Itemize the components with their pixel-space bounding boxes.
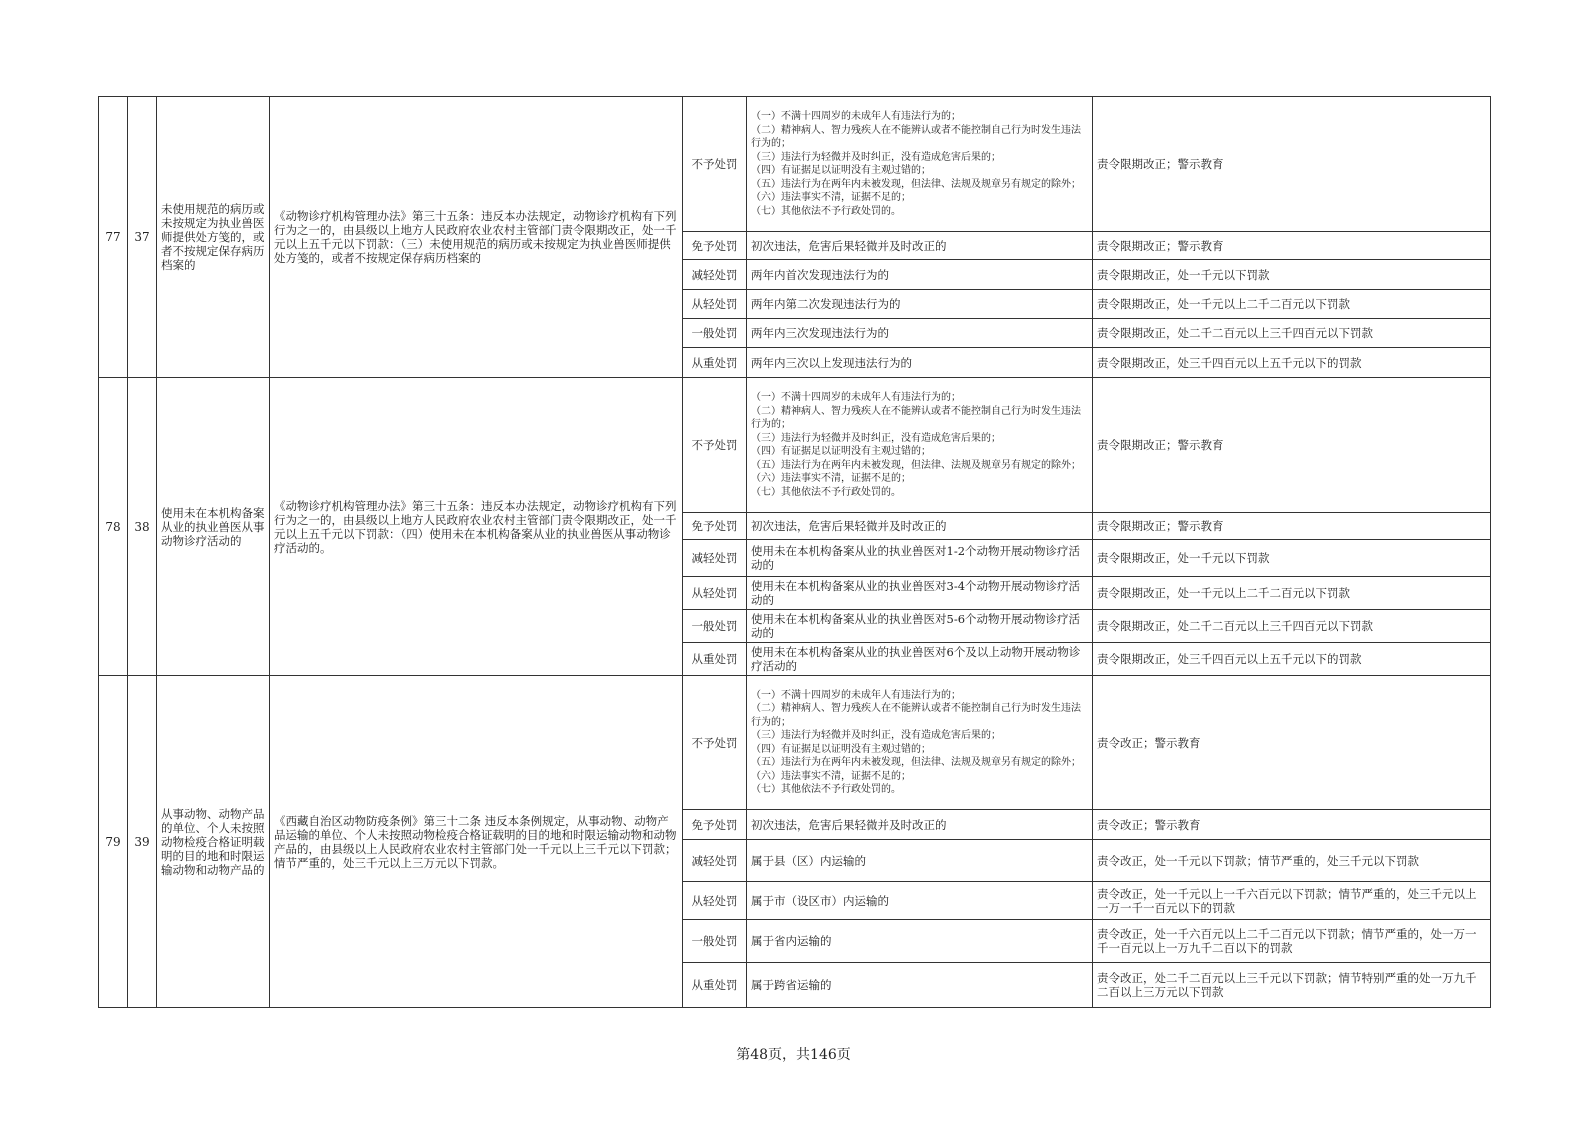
penalty-condition [747, 378, 1093, 513]
penalty-condition [747, 676, 1093, 810]
exempt-condition-item: （一）不满十四周岁的未成年人有违法行为的； [751, 689, 961, 701]
exempt-condition-item: （四）有证据足以证明没有主观过错的； [751, 165, 931, 176]
footer-middle: 页，共 [768, 1047, 811, 1063]
penalty-measure: 责令限期改正，处一千元以下罚款 [1093, 540, 1491, 577]
exempt-condition-item: （五）违法行为在两年内未被发现，但法律、法规及规章另有规定的除外； [751, 757, 1081, 768]
exempt-condition-item: （五）违法行为在两年内未被发现，但法律、法规及规章另有规定的除外； [751, 178, 1081, 190]
penalty-condition: 使用未在本机构备案从业的执业兽医对3-4个动物开展动物诊疗活动的 [747, 577, 1093, 610]
item-number: 38 [128, 378, 157, 676]
penalty-type: 一般处罚 [683, 920, 747, 963]
penalty-measure: 责令限期改正，处一千元以上二千二百元以下罚款 [1093, 577, 1491, 610]
penalty-type: 不予处罚 [683, 97, 747, 232]
penalty-type: 免予处罚 [683, 513, 747, 540]
exempt-condition-item: （一）不满十四周岁的未成年人有违法行为的； [751, 111, 961, 122]
penalty-measure: 责令改正；警示教育 [1093, 676, 1491, 810]
penalty-condition: 使用未在本机构备案从业的执业兽医对6个及以上动物开展动物诊疗活动的 [747, 643, 1093, 676]
penalty-measure: 责令改正，处一千六百元以上二千二百元以下罚款；情节严重的，处一万一千一百元以上一万九千二百以下的罚款 [1093, 920, 1491, 963]
exempt-condition-item: （三）违法行为轻微并及时纠正，没有造成危害后果的； [751, 151, 1001, 163]
penalty-measure: 责令改正，处二千二百元以上三千元以下罚款；情节特别严重的处一万九千二百以上三万元以下罚款 [1093, 963, 1491, 1008]
penalty-type: 不予处罚 [683, 378, 747, 513]
penalty-condition: 属于省内运输的 [747, 920, 1093, 963]
item-number: 37 [128, 97, 157, 378]
violation-name: 使用未在本机构备案从业的执业兽医从事动物诊疗活动的 [157, 378, 270, 676]
penalty-type: 不予处罚 [683, 676, 747, 810]
penalty-type: 从重处罚 [683, 348, 747, 378]
penalty-measure: 责令改正；警示教育 [1093, 810, 1491, 840]
penalty-condition: 初次违法，危害后果轻微并及时改正的 [747, 513, 1093, 540]
penalty-table-body [99, 97, 1491, 1008]
penalty-measure: 责令改正，处一千元以上一千六百元以下罚款；情节严重的，处三千元以上一万一千一百元以下的罚款 [1093, 882, 1491, 920]
penalty-type: 从重处罚 [683, 643, 747, 676]
exempt-condition-item: （七）其他依法不予行政处罚的。 [751, 486, 901, 498]
legal-basis: 《动物诊疗机构管理办法》第三十五条：违反本办法规定，动物诊疗机构有下列行为之一的，由县级以上地方人民政府农业农村主管部门责令限期改正，处一千元以上五千元以下罚款：（三）未使用规范的病历或未按规定为执业兽医师提供处方笺的，或者不按规定保存病历档案的 [270, 97, 683, 378]
exempt-condition-item: （三）违法行为轻微并及时纠正，没有造成危害后果的； [751, 432, 1001, 444]
penalty-condition: 两年内首次发现违法行为的 [747, 260, 1093, 290]
penalty-measure: 责令限期改正；警示教育 [1093, 513, 1491, 540]
penalty-type: 免予处罚 [683, 810, 747, 840]
exempt-condition-item: （一）不满十四周岁的未成年人有违法行为的； [751, 392, 961, 403]
penalty-measure: 责令限期改正；警示教育 [1093, 97, 1491, 232]
penalty-type: 一般处罚 [683, 610, 747, 643]
exempt-condition-item: （七）其他依法不予行政处罚的。 [751, 784, 901, 795]
table-row [99, 378, 1491, 513]
exempt-condition-item: （四）有证据足以证明没有主观过错的； [751, 743, 931, 755]
penalty-type: 从重处罚 [683, 963, 747, 1008]
row-number: 77 [99, 97, 128, 378]
table-row [99, 676, 1491, 810]
footer-prefix: 第 [736, 1047, 751, 1063]
item-number: 39 [128, 676, 157, 1008]
page-footer [0, 1044, 1587, 1064]
penalty-condition: 使用未在本机构备案从业的执业兽医对5-6个动物开展动物诊疗活动的 [747, 610, 1093, 643]
penalty-table [98, 96, 1491, 1008]
legal-basis: 《动物诊疗机构管理办法》第三十五条：违反本办法规定，动物诊疗机构有下列行为之一的，由县级以上地方人民政府农业农村主管部门责令限期改正，处一千元以上五千元以下罚款：（四）使用未在本机构备案从业的执业兽医从事动物诊疗活动的。 [270, 378, 683, 676]
page-total: 146 [810, 1047, 837, 1063]
exempt-condition-item: （七）其他依法不予行政处罚的。 [751, 205, 901, 217]
penalty-measure: 责令改正，处一千元以下罚款；情节严重的，处三千元以下罚款 [1093, 840, 1491, 882]
penalty-type: 减轻处罚 [683, 260, 747, 290]
penalty-condition: 两年内三次发现违法行为的 [747, 319, 1093, 348]
exempt-condition-item: （三）违法行为轻微并及时纠正，没有造成危害后果的； [751, 730, 1001, 741]
penalty-measure: 责令限期改正，处一千元以下罚款 [1093, 260, 1491, 290]
penalty-type: 从轻处罚 [683, 577, 747, 610]
exempt-condition-item: （六）违法事实不清，证据不足的； [751, 473, 911, 484]
penalty-condition [747, 97, 1093, 232]
penalty-measure: 责令限期改正，处二千二百元以上三千四百元以下罚款 [1093, 610, 1491, 643]
footer-suffix: 页 [836, 1047, 851, 1063]
penalty-condition: 属于跨省运输的 [747, 963, 1093, 1008]
penalty-measure: 责令限期改正，处一千元以上二千二百元以下罚款 [1093, 290, 1491, 319]
exempt-condition-item: （四）有证据足以证明没有主观过错的； [751, 446, 931, 457]
penalty-measure: 责令限期改正，处三千四百元以上五千元以下的罚款 [1093, 643, 1491, 676]
penalty-condition: 使用未在本机构备案从业的执业兽医对1-2个动物开展动物诊疗活动的 [747, 540, 1093, 577]
exempt-condition-item: （二）精神病人、智力残疾人在不能辨认或者不能控制自己行为时发生违法行为的； [751, 703, 1081, 728]
penalty-type: 减轻处罚 [683, 840, 747, 882]
penalty-type: 免予处罚 [683, 232, 747, 260]
exempt-condition-item: （六）违法事实不清，证据不足的； [751, 770, 911, 782]
violation-name: 从事动物、动物产品的单位、个人未按照动物检疫合格证明载明的目的地和时限运输动物和动物产品的 [157, 676, 270, 1008]
penalty-type: 从轻处罚 [683, 882, 747, 920]
violation-name: 未使用规范的病历或未按规定为执业兽医师提供处方笺的，或者不按规定保存病历档案的 [157, 97, 270, 378]
table-row [99, 97, 1491, 232]
exempt-condition-item: （五）违法行为在两年内未被发现，但法律、法规及规章另有规定的除外； [751, 459, 1081, 471]
legal-basis: 《西藏自治区动物防疫条例》第三十二条 违反本条例规定，从事动物、动物产品运输的单位、个人未按照动物检疫合格证载明的目的地和时限运输动物和动物产品的，由县级以上人民政府农业农村主管部门处一千元以上三千元以下罚款；情节严重的，处三千元以上三万元以下罚款。 [270, 676, 683, 1008]
penalty-condition: 初次违法，危害后果轻微并及时改正的 [747, 810, 1093, 840]
penalty-measure: 责令限期改正，处二千二百元以上三千四百元以下罚款 [1093, 319, 1491, 348]
penalty-condition: 属于县（区）内运输的 [747, 840, 1093, 882]
penalty-condition: 两年内三次以上发现违法行为的 [747, 348, 1093, 378]
penalty-measure: 责令限期改正，处三千四百元以上五千元以下的罚款 [1093, 348, 1491, 378]
exempt-condition-item: （二）精神病人、智力残疾人在不能辨认或者不能控制自己行为时发生违法行为的； [751, 124, 1081, 149]
row-number: 79 [99, 676, 128, 1008]
penalty-type: 一般处罚 [683, 319, 747, 348]
penalty-measure: 责令限期改正；警示教育 [1093, 232, 1491, 260]
penalty-condition: 属于市（设区市）内运输的 [747, 882, 1093, 920]
penalty-type: 从轻处罚 [683, 290, 747, 319]
penalty-measure: 责令限期改正；警示教育 [1093, 378, 1491, 513]
exempt-condition-item: （二）精神病人、智力残疾人在不能辨认或者不能控制自己行为时发生违法行为的； [751, 405, 1081, 430]
penalty-condition: 初次违法，危害后果轻微并及时改正的 [747, 232, 1093, 260]
exempt-condition-item: （六）违法事实不清，证据不足的； [751, 192, 911, 203]
penalty-condition: 两年内第二次发现违法行为的 [747, 290, 1093, 319]
penalty-type: 减轻处罚 [683, 540, 747, 577]
page-number: 48 [750, 1047, 769, 1063]
row-number: 78 [99, 378, 128, 676]
